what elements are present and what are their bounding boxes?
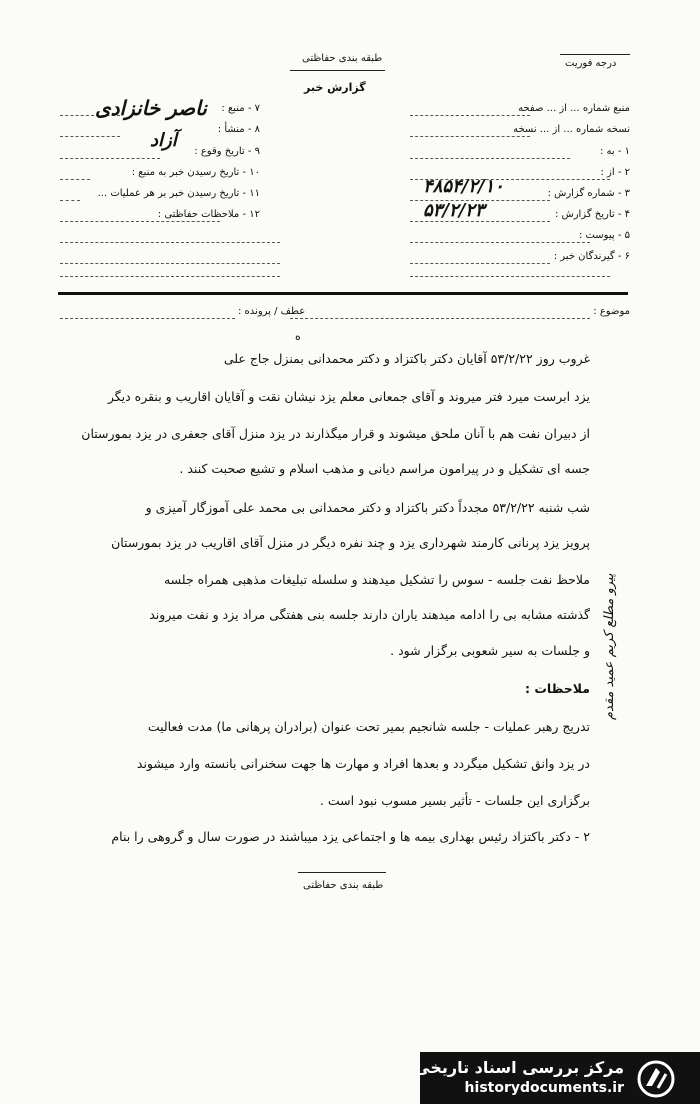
handwritten-report-date: ۵۳/۲/۲۳ bbox=[423, 200, 485, 221]
watermark-title: مرکز بررسی اسناد تاریخی bbox=[414, 1058, 624, 1077]
handwritten-source: ناصر خانزادی bbox=[95, 96, 207, 120]
watermark-url: historydocuments.ir bbox=[464, 1080, 624, 1096]
body-line-6: پرویز یزد پرنانی کارمند شهرداری یزد و چند نفره دیگر در منزل آقای اقاریب در یزد بمورستان bbox=[111, 535, 590, 550]
body-line-2: یزد ابرست میرد فتر میروند و آقای جمعانی معلم یزد نیشان نقت و آقایان اقاریب و بنقره دیگر bbox=[107, 389, 590, 404]
priority-overline bbox=[560, 54, 630, 55]
small-mark: ه bbox=[295, 330, 301, 343]
field-news-to-ops-date: ۱۱ - تاریخ رسیدن خبر بر هر عملیات ... bbox=[97, 188, 260, 199]
subject-label: موضوع : bbox=[593, 306, 630, 317]
body-line-12: در یزد وانق تشکیل میگردد و بعدها افراد و مهارت ها جهت سخنرانی بانسته وارد میشوند bbox=[136, 756, 590, 771]
field-to: ۱ - به : bbox=[599, 146, 630, 157]
field-occurrence-date: ۹ - تاریخ وقوع : bbox=[194, 146, 260, 157]
field-attachment: ۵ - پیوست : bbox=[578, 230, 630, 241]
field-report-no: ۳ - شماره گزارش : bbox=[547, 188, 630, 199]
field-from: ۲ - از : bbox=[600, 167, 630, 178]
body-line-13: برگزاری این جلسات - تأثیر بسیر مسوب نبود است . bbox=[319, 793, 590, 808]
file-reference-label: عطف / پرونده : bbox=[238, 306, 306, 317]
body-line-5: شب شنبه ۵۳/۲/۲۲ مجدداً دکتر باکتزاد و دکتر محمدانی بی محمد علی آموزگار آمیزی و bbox=[145, 500, 590, 515]
field-news-to-source-date: ۱۰ - تاریخ رسیدن خبر به منبع : bbox=[131, 167, 260, 178]
field-copy-no: نسخه شماره ... از ... نسخه bbox=[513, 124, 630, 135]
body-line-8: گذشته مشابه بی را ادامه میدهند یاران دارند جلسه بنی هفتگی مراد یزد و نفت میروند bbox=[149, 607, 590, 622]
field-report-date: ۴ - تاریخ گزارش : bbox=[554, 209, 630, 220]
field-origin: ۸ - منشأ : bbox=[217, 124, 260, 135]
classification-top: طبقه بندی حفاظتی bbox=[302, 53, 383, 64]
side-handwritten-note: پیرو مطلع کریم عمید مقدم bbox=[602, 573, 617, 720]
field-source: ۷ - منبع : bbox=[221, 103, 260, 114]
classification-underline bbox=[290, 70, 385, 71]
body-line-3: از دبیران نفت هم با آنان ملحق میشوند و قرار میگذارند در یزد منزل آقای جعفری در یزد بمورستان bbox=[81, 426, 590, 441]
document-logo-icon bbox=[636, 1060, 676, 1098]
body-line-14: ۲ - دکتر باکتزاد رئیس بهداری بیمه ها و اجتماعی یزد میباشند در صورت سال و گروهی را بنام bbox=[111, 829, 590, 844]
body-line-4: جسه ای تشکیل و در پیرامون مراسم دیانی و مذهب اسلام و تشیع صحبت کنند . bbox=[179, 461, 590, 476]
classification-bottom: طبقه بندی حفاظتی bbox=[303, 880, 384, 891]
header-divider bbox=[58, 292, 628, 295]
field-source-no: منبع شماره ... از ... صفحه bbox=[518, 103, 630, 114]
body-line-1: غروب روز ۵۳/۲/۲۲ آقایان دکتر باکتزاد و دکتر محمدانی بمنزل جاج علی bbox=[223, 351, 590, 366]
handwritten-origin: آزاد bbox=[150, 130, 177, 151]
handwritten-report-no: ۴۸۵۴/۲/۱۰ bbox=[423, 176, 504, 197]
body-line-11: تدریج رهبر عملیات - جلسه شانجیم بمیر تحت عنوان (برادران پرهانی ما) مدت فعالیت bbox=[147, 719, 590, 734]
field-security-notes: ۱۲ - ملاحظات حفاظتی : bbox=[157, 209, 260, 220]
report-title: گزارش خبر bbox=[304, 81, 366, 94]
field-recipients: ۶ - گیرندگان خبر : bbox=[553, 251, 630, 262]
body-line-7: ملاحظ نفت جلسه - سوس را تشکیل میدهند و سلسله تبلیغات مذهبی همراه جلسه bbox=[163, 572, 590, 587]
body-line-9: و جلسات به سیر شعوبی برگزار شود . bbox=[390, 643, 590, 658]
notes-heading: ملاحظات : bbox=[524, 681, 590, 696]
priority-label: درجه فوریت bbox=[565, 58, 617, 69]
